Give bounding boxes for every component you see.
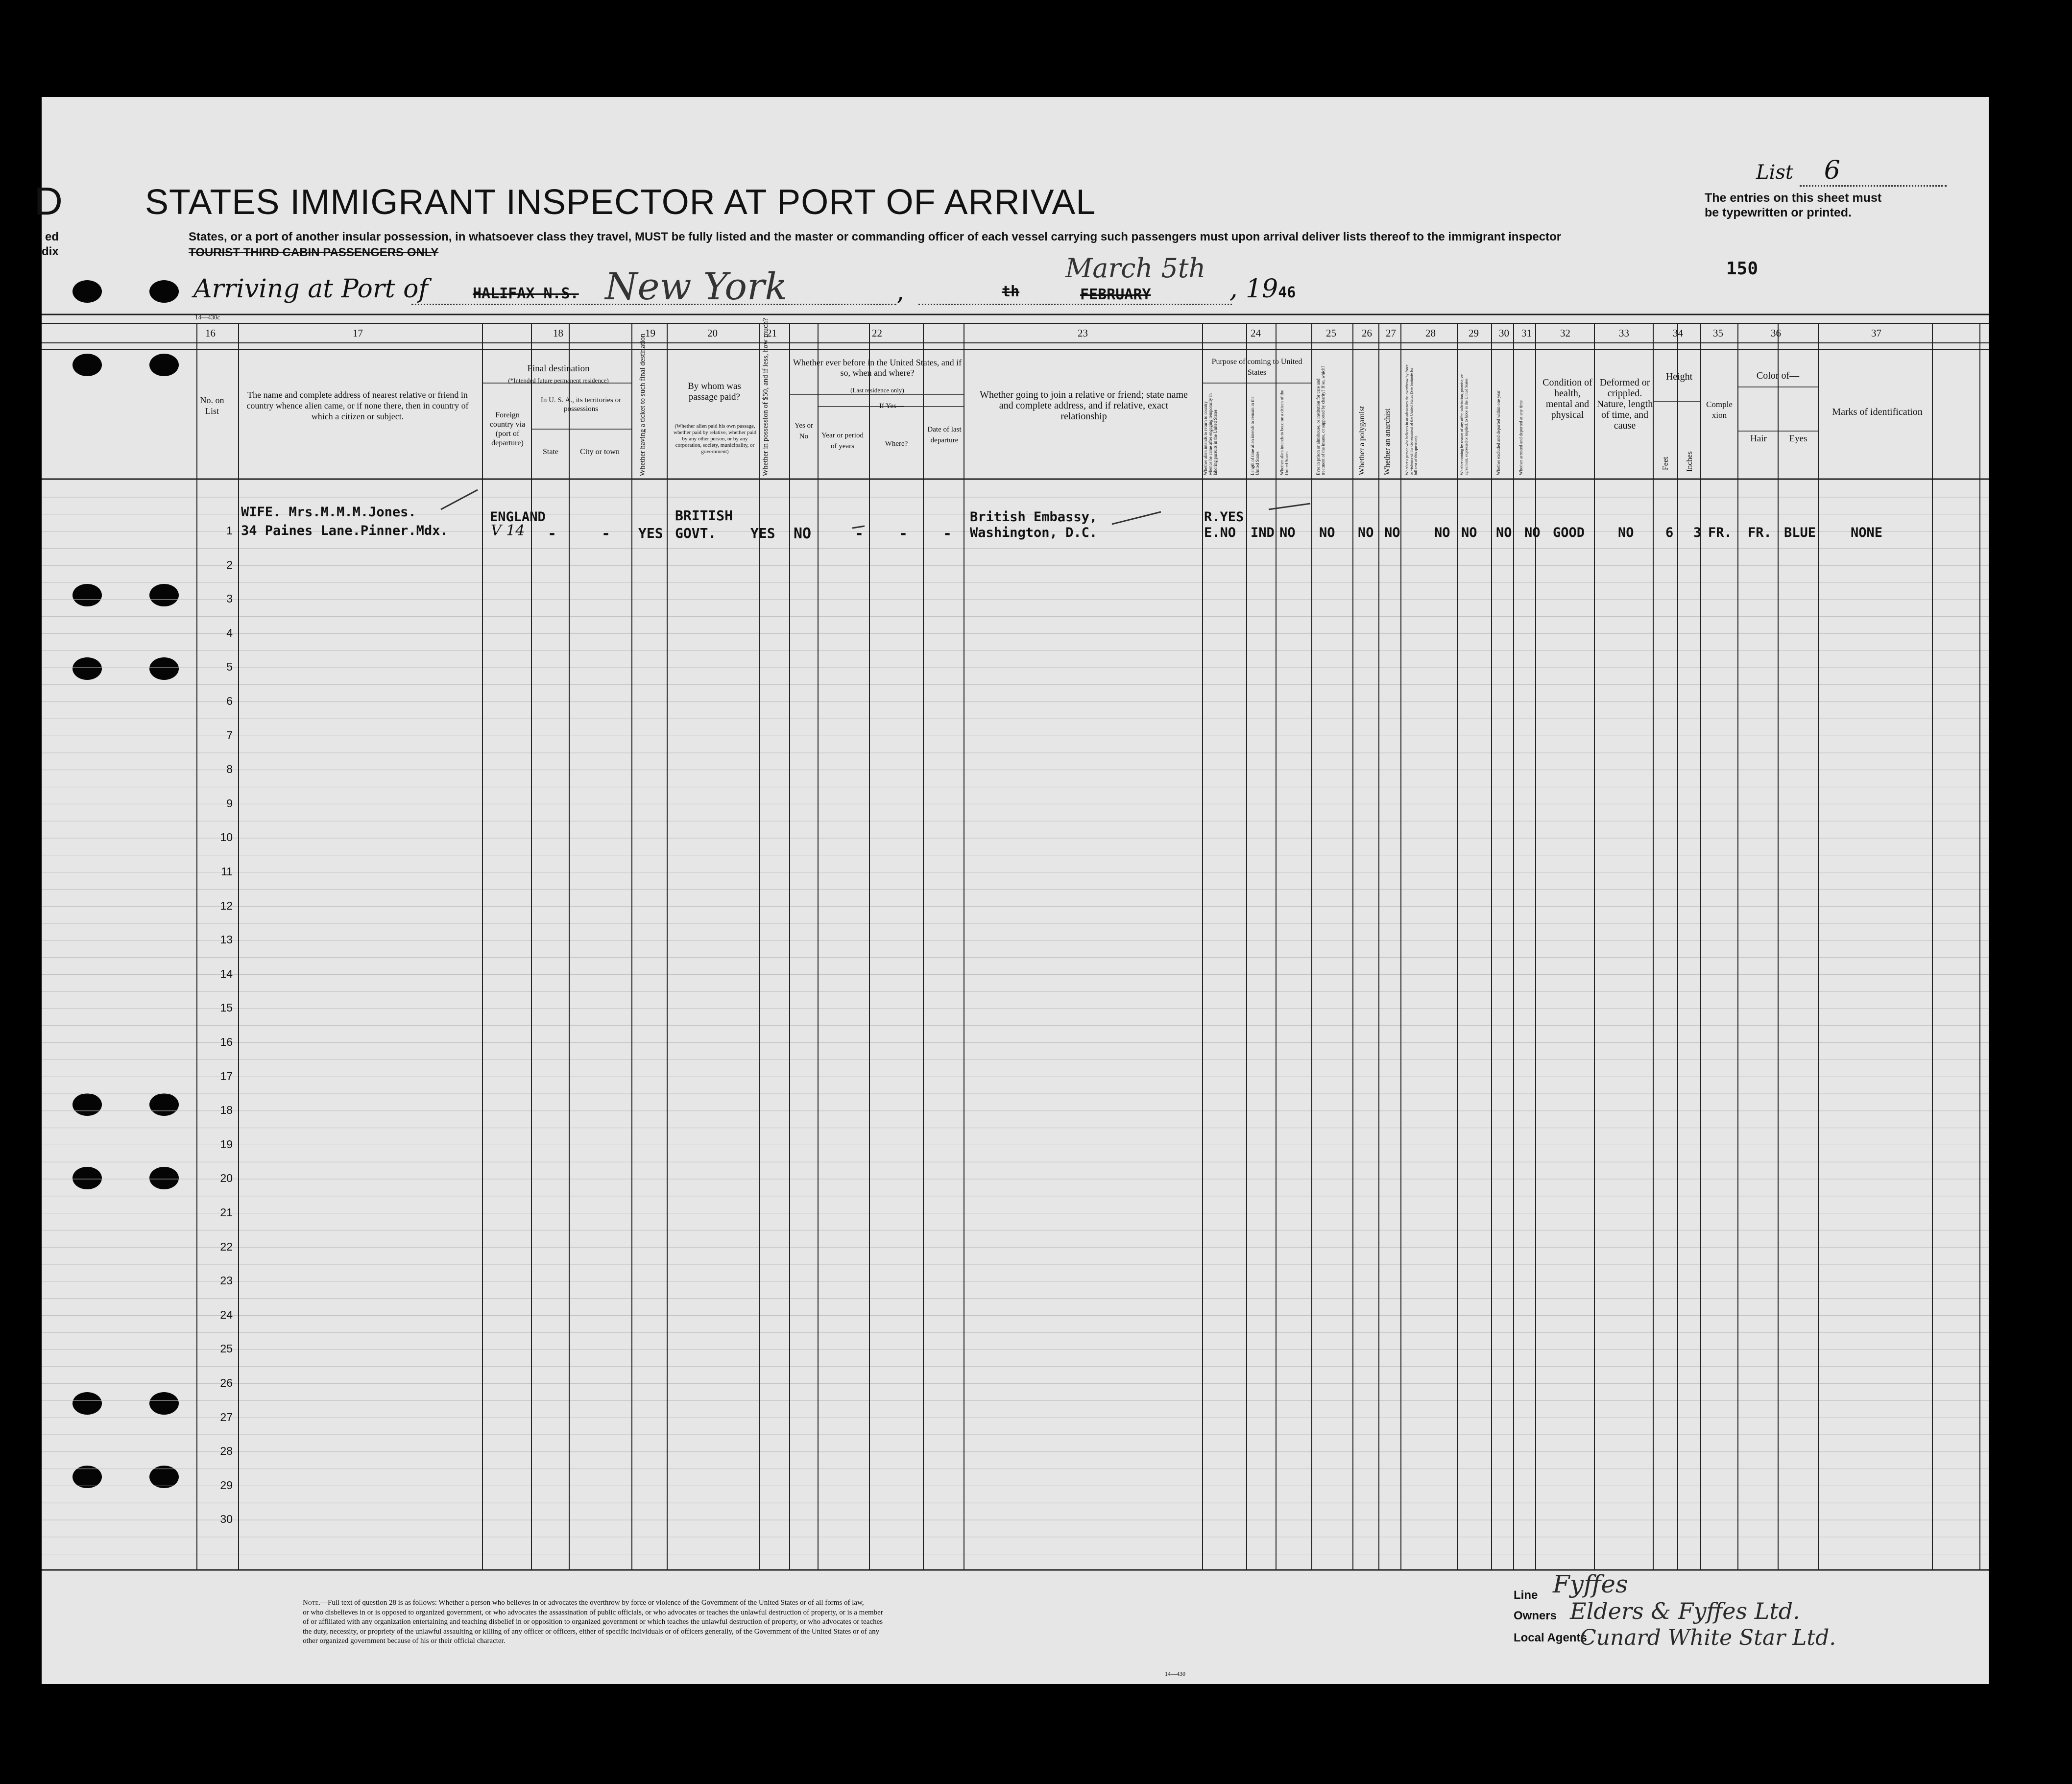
join-line1: British Embassy,: [970, 509, 1098, 525]
col24-header: Purpose of coming to United States: [1211, 358, 1302, 377]
join-line2: Washington, D.C.: [970, 525, 1098, 540]
col31-header: Whether arrested and deported at any time: [1518, 400, 1523, 475]
col28-header: Whether a person who believes in or advocates the overthrow by force or violence of the Government of the United States (See footnote for full text of this question): [1405, 364, 1418, 475]
instruction-right: The entries on this sheet must: [1705, 191, 1882, 205]
row-number: 29: [220, 1478, 233, 1492]
ticket-value: YES: [638, 525, 663, 541]
row-number: 8: [226, 763, 233, 776]
row-number: 19: [220, 1137, 233, 1151]
row-number: 12: [220, 899, 233, 912]
year-typed: 46: [1278, 284, 1296, 301]
foreign-hand: V 14: [491, 522, 525, 539]
struck-line: TOURIST THIRD CABIN PASSENGERS ONLY: [189, 246, 439, 259]
col27-header: Whether an anarchist: [1383, 409, 1392, 475]
col26-header: Whether a polygamist: [1358, 406, 1366, 475]
agents-label: Local Agents: [1514, 1631, 1587, 1644]
col36-header: Color of—: [1756, 370, 1800, 381]
col18-state: State: [543, 448, 558, 456]
before-yesno: NO: [794, 525, 812, 542]
row-number: 6: [226, 695, 233, 707]
col22-year: Year or period of years: [821, 432, 864, 450]
health-value: GOOD: [1553, 525, 1585, 540]
left-edge-fragment: D: [34, 179, 63, 223]
overthrow-value: NO: [1434, 525, 1450, 540]
paid-line2: GOVT.: [675, 525, 717, 541]
col18-note: (*Intended future permanent residence): [508, 377, 609, 384]
owners-label: Owners: [1514, 1609, 1557, 1622]
row-number: 23: [220, 1274, 233, 1287]
col18-foreign: Foreign country via (port of departure): [489, 411, 526, 447]
relative-line2: 34 Paines Lane.Pinner.Mdx.: [241, 523, 448, 538]
row-number: 9: [226, 796, 233, 810]
row-number: 2: [226, 558, 233, 571]
col18-us: In U. S. A., its territories or possessions: [540, 396, 622, 413]
col24-b: Length of time alien intends to remain in the United States: [1250, 396, 1260, 475]
before-year: -: [855, 525, 864, 542]
row-number: 15: [220, 1001, 233, 1014]
col37-header: Marks of identification: [1832, 407, 1923, 417]
col18-header: Final destination: [527, 363, 590, 374]
citizen-value: NO: [1279, 525, 1296, 540]
feet-value: 6: [1665, 525, 1674, 540]
comma: ,: [896, 277, 905, 306]
complexion-value: FR.: [1708, 525, 1732, 540]
foreign-country: ENGLAND: [490, 509, 546, 525]
left-edge-fragment: ed: [45, 230, 59, 243]
row-number: 10: [220, 831, 233, 844]
port-handwritten: New York: [605, 265, 788, 308]
arrested-value: NO: [1524, 525, 1541, 540]
hair-value: FR.: [1748, 525, 1772, 540]
row-number: 1: [226, 524, 233, 537]
footnote: Note.—Full text of question 28 is as follows: Whether a person who believes in or advocates the overthrow by force or violence of the Government of the United States or of all forms of law, or who disbelieves in or is opposed to organized government, or who advocates the assassination of public officials, or who advocates or teaches the unlawful destruction of property, or is a member of or affiliated with any organization entertaining and teaching disbelief in or opposition to organized government or which teaches the unlawful destruction of property, or who advocates or teaches the duty, necessity, or propriety of the unlawful assaulting or killing of any officer or officers, either of specific individuals or of officers generally, of the Government of the United States or of any other organized government because of his or their official character.: [303, 1599, 883, 1645]
left-edge-fragment: dix: [42, 245, 59, 258]
row-number: 27: [220, 1410, 233, 1423]
labor-value: NO: [1461, 525, 1477, 540]
col24-c: Whether alien intends to become a citizen of the United States: [1279, 390, 1289, 475]
year: , 1946: [1229, 274, 1296, 304]
arriving-label: Arriving at Port of: [193, 274, 428, 304]
col20-header: By whom was passage paid?: [688, 381, 741, 402]
col18-city: City or town: [580, 448, 620, 456]
row-number: 21: [220, 1206, 233, 1219]
port-struck: HALIFAX N.S.: [473, 285, 579, 302]
form-number-top: 14—430c: [195, 313, 220, 321]
owners-value: Elders & Fyffes Ltd.: [1570, 1598, 1800, 1624]
date-handwritten: March 5th: [1065, 253, 1206, 284]
month-struck: FEBRUARY: [1080, 286, 1151, 303]
col34-feet: Feet: [1662, 457, 1670, 470]
purpose-line1: R.YES: [1204, 509, 1244, 525]
col32-header: Condition of health, mental and physical: [1542, 377, 1592, 420]
col21-header: Whether in possession of $50, and if less, how much?: [762, 318, 770, 476]
row-number: 14: [220, 967, 233, 980]
deformed-value: NO: [1618, 525, 1634, 540]
day-struck: th: [1002, 283, 1020, 300]
row-number: 17: [220, 1069, 233, 1083]
col22-where: Where?: [885, 440, 908, 448]
row-number: 28: [220, 1445, 233, 1458]
agents-value: Cunard White Star Ltd.: [1580, 1625, 1836, 1650]
col34-header: Height: [1665, 371, 1693, 382]
line-label: Line: [1514, 1589, 1538, 1602]
anarchist-value: NO: [1384, 525, 1400, 540]
col24-a: Whether alien intends to return to country whence he came after engaging temporarily in laboring pursuits in the United States: [1203, 393, 1218, 475]
row-number: 25: [220, 1342, 233, 1355]
row-number: 16: [220, 1036, 233, 1048]
state-value: -: [548, 525, 557, 542]
col35-header: Complexion: [1706, 400, 1733, 420]
subtitle: States, or a port of another insular possession, in whatsoever class they travel, MUST be fully listed and the master or commanding officer of each vessel carrying such passengers must upon arrival deliver lists thereof to the immigrant inspector: [189, 230, 1562, 243]
paid-line1: BRITISH: [675, 507, 733, 524]
row-number: 13: [220, 933, 233, 946]
instruction-right: be typewritten or printed.: [1705, 206, 1852, 219]
before-where: -: [899, 525, 908, 542]
purpose-line2: E.NO: [1204, 525, 1236, 540]
col23-header: Whether going to join a relative or friend; state name and complete address, and if relative, exact relationship: [980, 389, 1188, 422]
col22-note: (Last residence only): [850, 386, 904, 394]
col22-yesno: Yes or No: [794, 422, 814, 440]
row-number: 7: [226, 728, 233, 742]
col20-note: (Whether alien paid his own passage, whether paid by relative, whether paid by any other person, or by any corporation, society, municipality, or government): [673, 423, 757, 455]
page-title: STATES IMMIGRANT INSPECTOR AT PORT OF ARRIVAL: [145, 183, 1096, 222]
col16-header: No. on List: [200, 395, 224, 416]
col29-header: Whether coming by reason of any offer, solicitation, promise, or agreement, expressed or implied, to labor in the United States: [1460, 374, 1469, 475]
form-number: 14—430: [1165, 1670, 1185, 1677]
col33-header: Deformed or crippled. Nature, length of time, and cause: [1596, 377, 1653, 431]
row-number: 22: [220, 1240, 233, 1253]
eyes-value: BLUE: [1784, 525, 1816, 540]
relative-line1: WIFE. Mrs.M.M.M.Jones.: [241, 505, 416, 520]
inches-value: 3: [1693, 525, 1702, 540]
col22-header: Whether ever before in the United States, and if so, when and where?: [793, 358, 962, 378]
list-number: 6: [1800, 156, 1947, 187]
col22-ifyes: If Yes—: [879, 402, 904, 410]
col19-header: Whether having a ticket to such final destination: [639, 333, 647, 476]
row-number: 3: [226, 592, 233, 605]
list-label: List 6: [1756, 156, 1947, 187]
excluded-value: NO: [1496, 525, 1512, 540]
row-number: 18: [220, 1104, 233, 1117]
polygamist-value: NO: [1358, 525, 1374, 540]
row-number: 24: [220, 1308, 233, 1321]
marks-value: NONE: [1851, 525, 1883, 540]
col36-hair: Hair: [1750, 434, 1767, 444]
length-value: IND: [1251, 525, 1275, 540]
city-value: -: [602, 525, 611, 542]
row-number: 11: [221, 865, 233, 878]
col36-eyes: Eyes: [1789, 434, 1807, 444]
row-number: 5: [226, 660, 233, 674]
fifty-value: YES: [750, 525, 775, 541]
col34-inches: Inches: [1686, 451, 1694, 472]
row-number: 30: [220, 1513, 233, 1526]
row-number: 4: [226, 626, 233, 639]
page-stamp: 150: [1726, 259, 1759, 279]
col25-header: Ever in prison or almshouse, or institution for care and treatment of the insane, or supported by charity? If so, which?: [1316, 365, 1325, 475]
line-value: Fyffes: [1553, 1570, 1628, 1598]
row-number: 26: [220, 1376, 233, 1389]
col30-header: Whether excluded and deported within one year: [1496, 390, 1501, 475]
col17-header: The name and complete address of nearest relative or friend in country whence alien came, or if none there, then in country of which a citizen or subject.: [246, 390, 469, 421]
before-date: -: [943, 525, 952, 542]
prison-value: NO: [1319, 525, 1335, 540]
row-number: 20: [220, 1172, 233, 1185]
col22-date: Date of last departure: [927, 426, 962, 444]
